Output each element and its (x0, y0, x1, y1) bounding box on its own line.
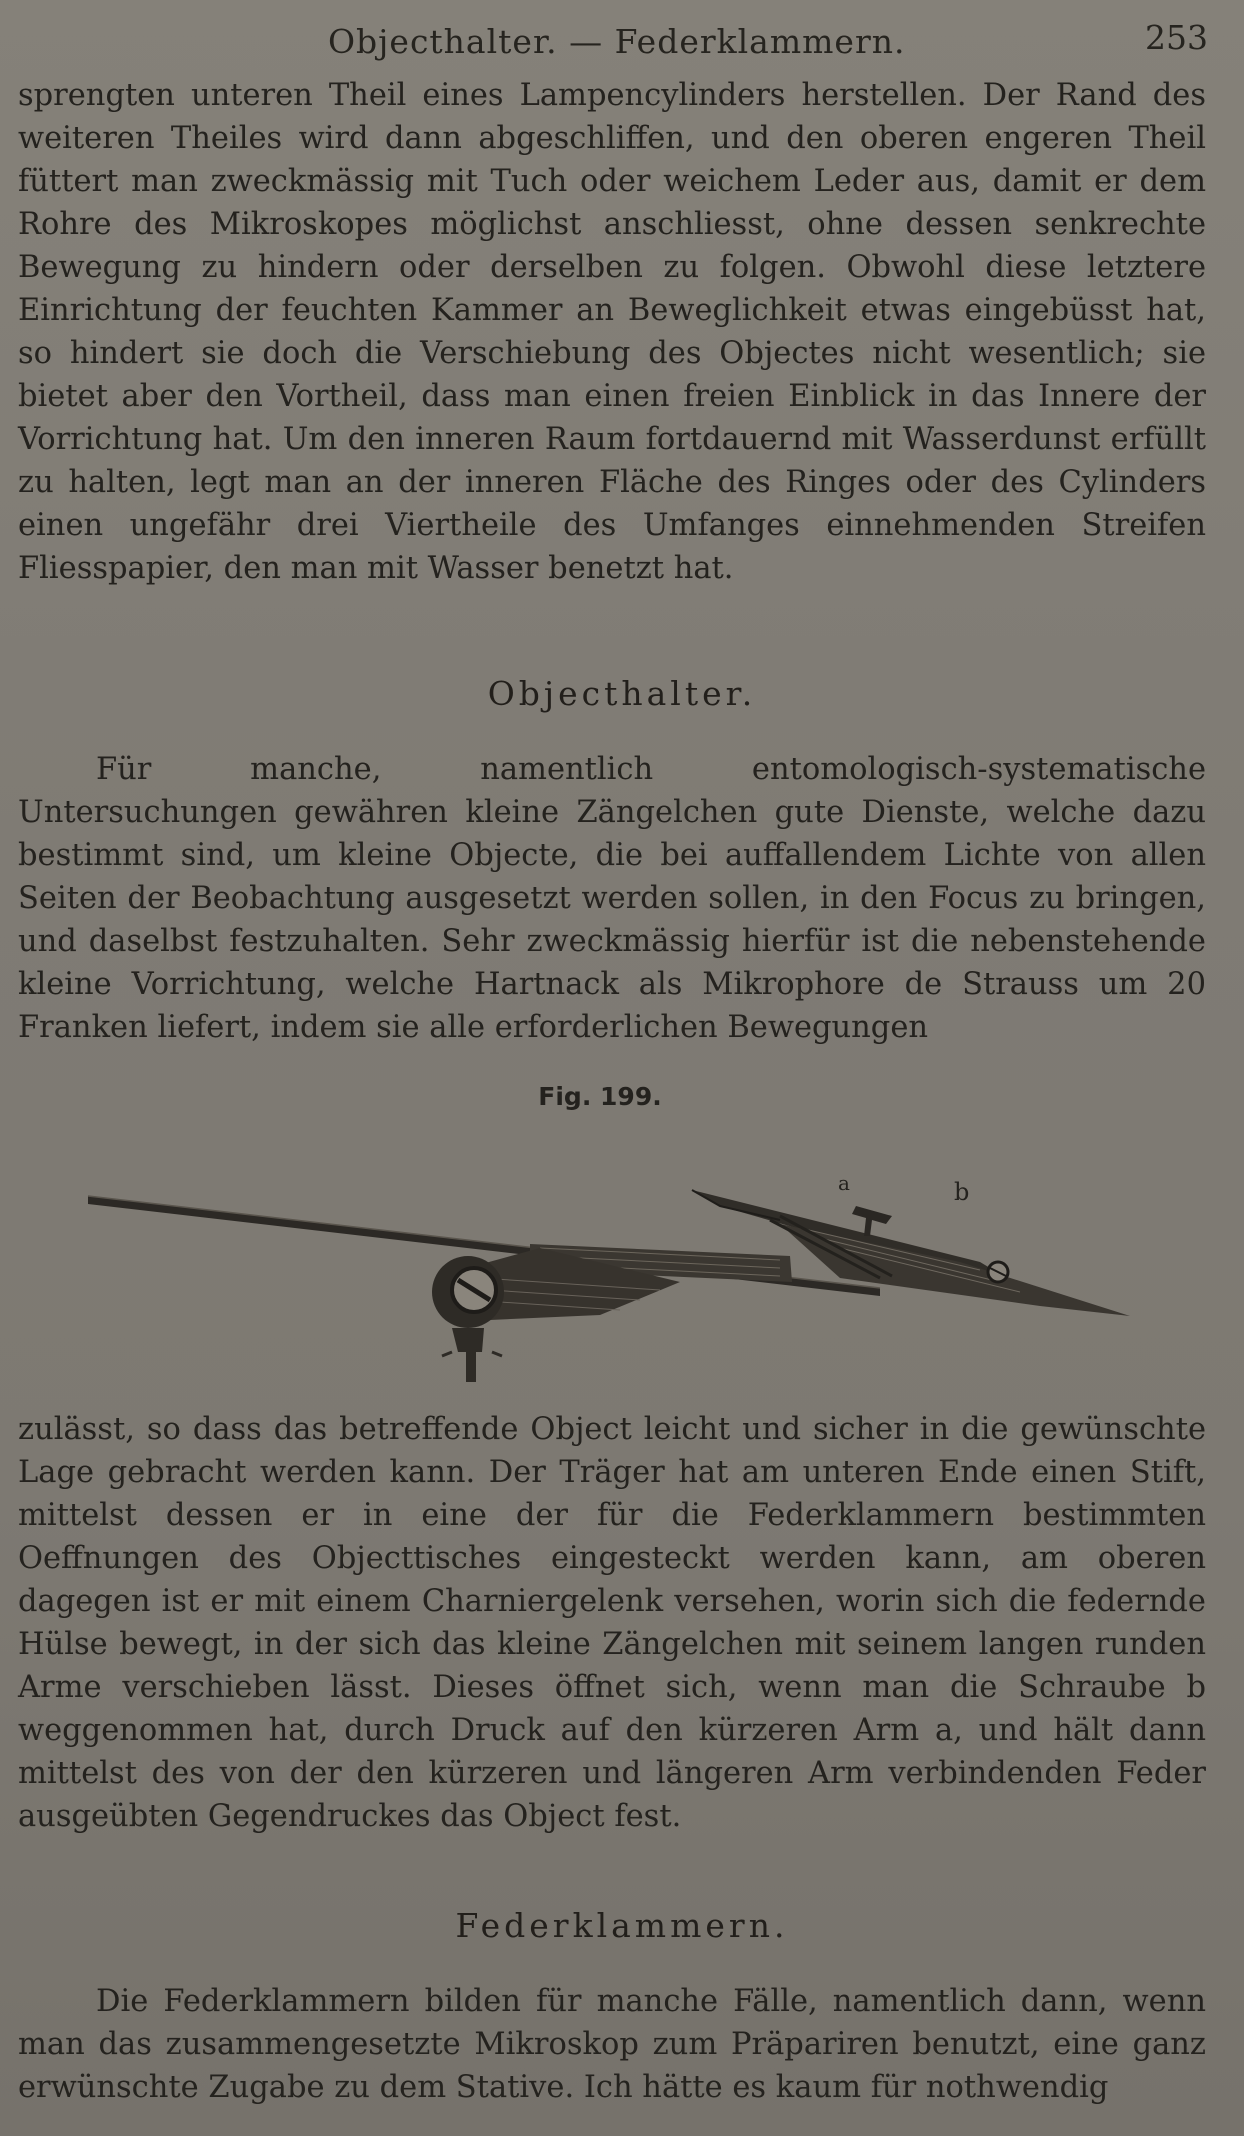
paragraph-federklammern: Die Federklammern bilden für manche Fälle, namentlich dann, wenn man das zusammengesetzte Mikroskop zum Präpariren benutzt, eine ganz erwünschte Zugabe zu dem Stative. Ich hätte es kaum für nothwendig (18, 1984, 1206, 2105)
figure-caption: Fig. 199. (538, 1082, 662, 1111)
carrier-post (452, 1328, 484, 1382)
section-heading-federklammern: Federklammern. (455, 1906, 789, 1945)
paragraph-carrier-description: zulässt, so dass das betreffende Object leicht und sicher in die gewünschte Lage gebracht werden kann. Der Träger hat am unteren Ende einen Stift, mittelst dessen er in eine der für die Federklammern bestimmten Oeffnungen des Objecttisches eingesteckt werden kann, am oberen dagegen ist er mit einem Charniergelenk versehen, worin sich die federnde Hülse bewegt, in der sich das kleine Zängelchen mit seinem langen runden Arme verschieben lässt. Dieses öffnet sich, wenn man die Schraube b weggenommen hat, durch Druck auf den kürzeren Arm a, und hält dann mittelst des von der den kürzeren und längeren Arm verbindenden Feder ausgeübten Gegendruckes das Object fest. (18, 1412, 1206, 1834)
page-number: 253 (1145, 18, 1208, 57)
label-a: a (838, 1171, 850, 1195)
page-header (0, 18, 1244, 68)
microphore-forceps-illustration (80, 1120, 1140, 1390)
running-title: Objecthalter. — Federklammern. (328, 22, 906, 61)
forceps-jaw (780, 1224, 1130, 1316)
paragraph-objecthalter: Für manche, namentlich entomologisch-systematische Untersuchungen gewähren kleine Zängelchen gute Dienste, welche dazu bestimmt sind, um kleine Objecte, die bei auffallendem Lichte von allen Seiten der Beobachtung ausgesetzt werden sollen, in den Focus zu bringen, und daselbst festzuhalten. Sehr zweckmässig hierfür ist die nebenstehende kleine Vorrichtung, welche Hartnack als Mikrophore de Strauss um 20 Franken liefert, indem sie alle erforderlichen Bewegungen (18, 752, 1206, 1045)
text-block-4 (18, 1980, 1206, 2120)
text-block-2 (18, 748, 1206, 1068)
section-heading-objecthalter: Objecthalter. (487, 674, 757, 713)
text-block-3 (18, 1408, 1206, 1858)
text-block-1 (18, 74, 1206, 644)
paragraph-damp-chamber: sprengten unteren Theil eines Lampencylinders herstellen. Der Rand des weiteren Theiles wird dann abgeschliffen, und den oberen engeren Theil füttert man zweckmässig mit Tuch oder weichem Leder aus, damit er dem Rohre des Mikroskopes möglichst anschliesst, ohne dessen senkrechte Bewegung zu hindern oder derselben zu folgen. Obwohl diese letztere Einrichtung der feuchten Kammer an Beweglichkeit etwas eingebüsst hat, so hindert sie doch die Verschiebung des Objectes nicht wesentlich; sie bietet aber den Vortheil, dass man einen freien Einblick in das Innere der Vorrichtung hat. Um den inneren Raum fortdauernd mit Wasserdunst erfüllt zu halten, legt man an der inneren Fläche des Ringes oder des Cylinders einen ungefähr drei Viertheile des Umfanges einnehmenden Streifen Fliesspapier, den man mit Wasser benetzt hat. (18, 78, 1206, 586)
label-b: b (954, 1178, 970, 1206)
